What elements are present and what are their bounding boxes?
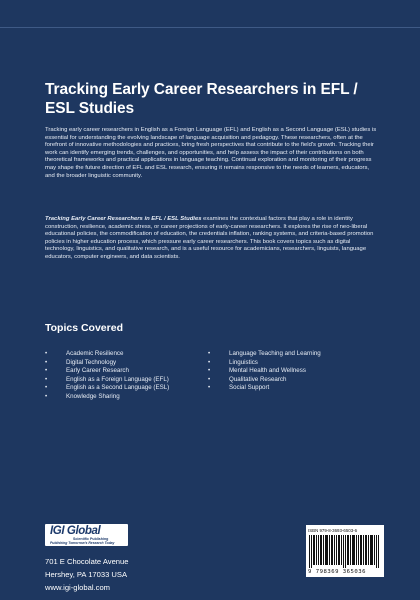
topic-item: • Social Support (208, 384, 270, 392)
bullet-icon: • (208, 375, 211, 383)
description-text: examines the contextual factors that play a role in identity construction, resilience, academic stress, or career projections of early-career researchers. It explores the rise of neo-liberal educational policies, the commodification of education, the credentials inflation, ranking systems, and criteria-based promotion policies in higher education process, which pressure early career researchers. This book covers topics such as digital technology, linguistics, and qualitative research, and is a useful resource for academicians, researchers, linguists, language educators, computer engineers, and data scientists. (45, 216, 374, 260)
topic-item: • Language Teaching and Learning (208, 350, 321, 357)
topic-item: • English as a Second Language (ESL) (45, 384, 170, 392)
topic-item: • Academic Resilience (45, 350, 124, 357)
topic-item: • Qualitative Research (208, 375, 287, 383)
bullet-icon: • (45, 392, 48, 400)
bullet-icon: • (45, 367, 48, 375)
topics-list-left (45, 350, 205, 402)
bullet-icon: • (208, 358, 211, 366)
description-book-title: Tracking Early Career Researchers in EFL / ESL Studies (45, 216, 202, 222)
publisher-logo-subtitle: Scientific Publishing (73, 537, 109, 541)
barcode-bars (309, 535, 381, 568)
topic-item: • Knowledge Sharing (45, 392, 120, 400)
publisher-address-city: Hershey, PA 17033 USA (45, 570, 128, 579)
publisher-website: www.igi-global.com (45, 583, 110, 592)
isbn-label: ISBN 979-8-3693-6503-6 (308, 528, 358, 533)
publisher-logo (45, 524, 128, 546)
bullet-icon: • (45, 350, 48, 357)
bullet-icon: • (45, 384, 48, 392)
topic-item: • Digital Technology (45, 358, 117, 366)
topic-item: • English as a Foreign Language (EFL) (45, 375, 169, 383)
description-paragraph-2 (45, 216, 380, 262)
topic-item: • Mental Health and Wellness (208, 367, 306, 375)
topics-heading: Topics Covered (45, 322, 123, 334)
topic-item: • Linguistics (208, 358, 258, 366)
publisher-address-street: 701 E Chocolate Avenue (45, 557, 129, 566)
topics-list-right (208, 350, 378, 393)
publisher-logo-tagline: Publishing Tomorrow's Research Today (50, 541, 115, 545)
isbn-barcode (306, 525, 384, 577)
barcode-number: 9 798369 365036 (308, 569, 367, 575)
bullet-icon: • (45, 358, 48, 366)
bullet-icon: • (208, 384, 211, 392)
bullet-icon: • (208, 367, 211, 375)
topic-item: • Early Career Research (45, 367, 129, 375)
description-paragraph-1: Tracking early career researchers in English as a Foreign Language (EFL) and English as a Second Language (ESL) studies is essential for understanding the evolving landscape of language acquisition and pedagogy. These researchers, often at the forefront of innovative methodologies and practices, bring fresh perspectives that contribute to the field's growth. Tracking their work can identify emerging trends, challenges, and opportunities, and help assess the impact of their contributions on both theoretical frameworks and practical applications in language teaching. Continual exploration and monitoring of their progress may shape the future direction of EFL and ESL research, ensuring it remains responsive to the needs of learners, educators, and the broader linguistic community. (45, 127, 377, 179)
bullet-icon: • (208, 350, 211, 357)
book-title: Tracking Early Career Researchers in EFL / ESL Studies (45, 81, 358, 117)
publisher-logo-name: IGI Global (50, 525, 101, 537)
bullet-icon: • (45, 375, 48, 383)
top-divider (0, 27, 420, 28)
